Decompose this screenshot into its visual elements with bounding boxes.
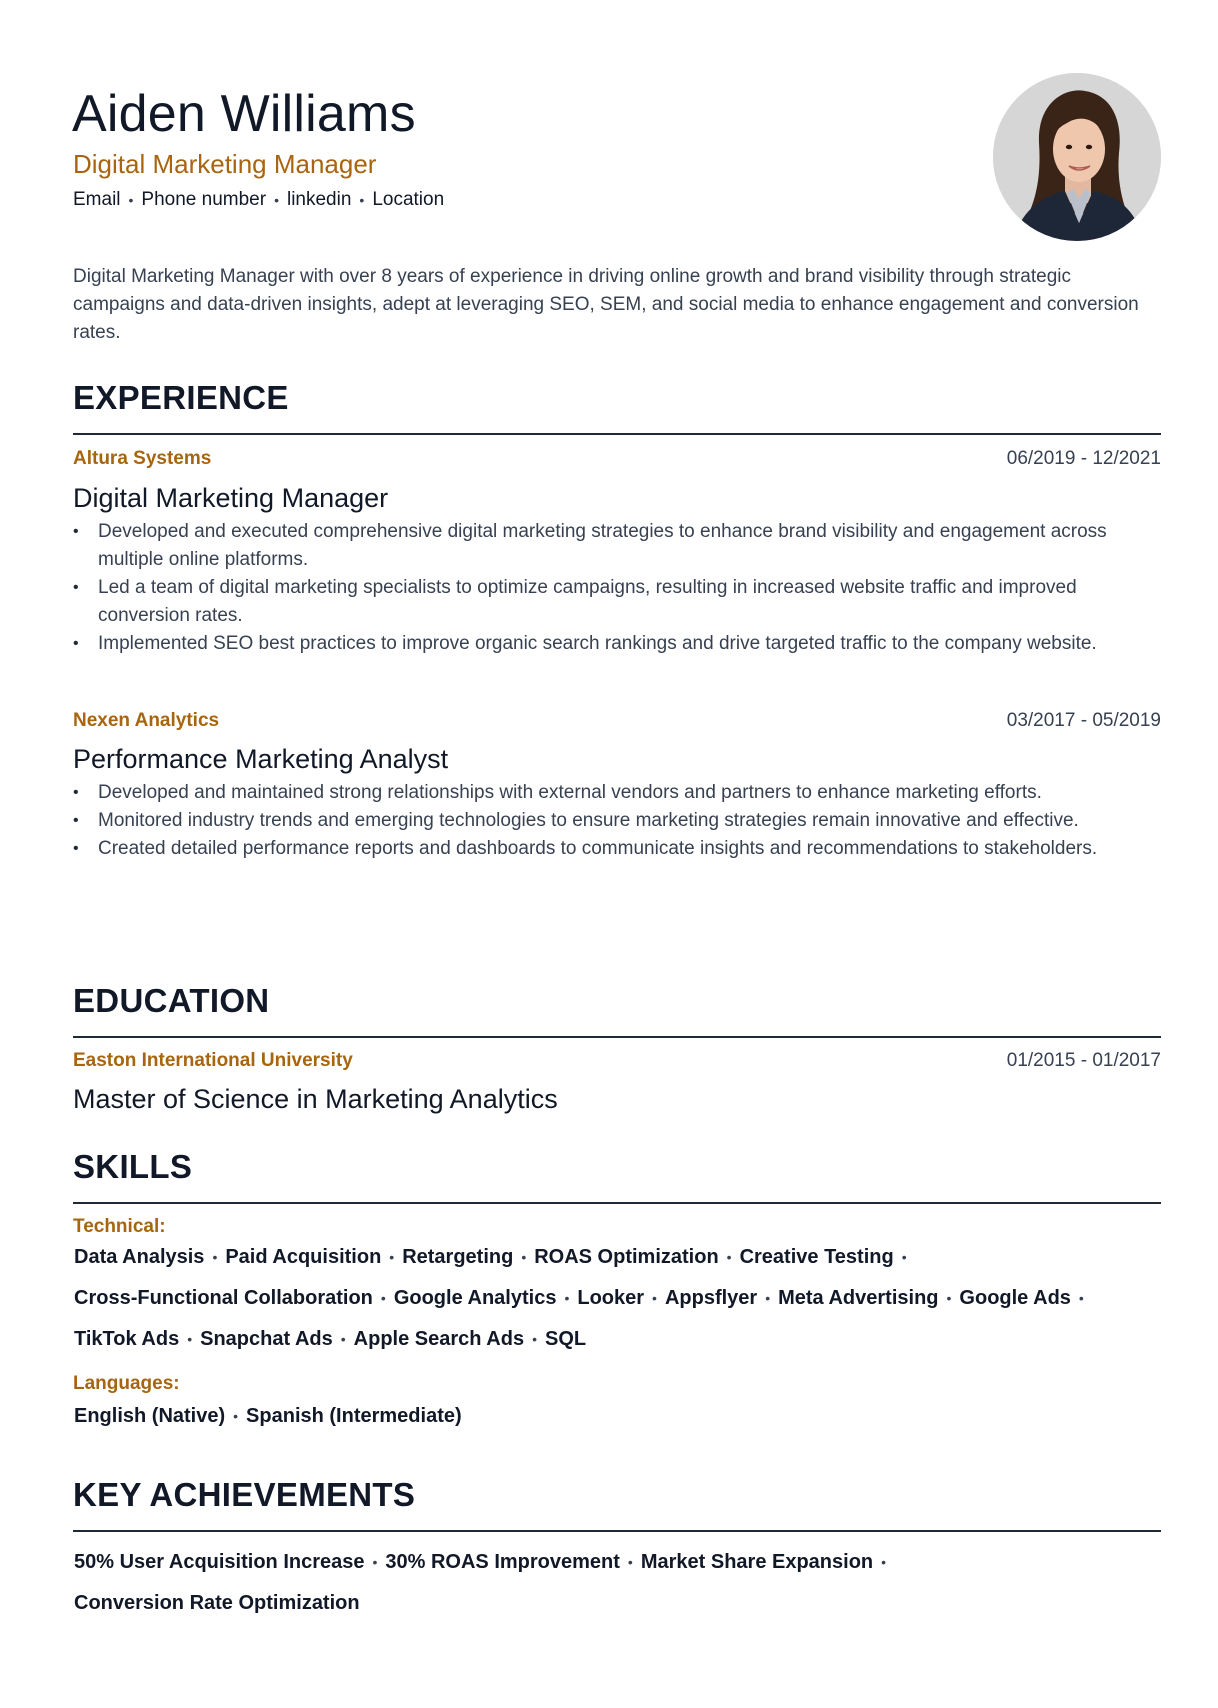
- separator-dot: •: [128, 192, 134, 208]
- section-divider: [73, 1202, 1161, 1204]
- language-tag-label: English (Native): [74, 1405, 226, 1427]
- skill-tag-label: Google Analytics: [393, 1287, 557, 1309]
- achievement-tag-label: Market Share Expansion: [640, 1551, 874, 1573]
- section-title-education: EDUCATION: [73, 982, 270, 1019]
- job-title: Digital Marketing Manager: [73, 483, 389, 513]
- separator-dot: •: [532, 1331, 537, 1347]
- skill-tag: [402, 1245, 534, 1270]
- skill-tag-label: Google Ads: [959, 1287, 1071, 1309]
- skill-tag: [778, 1286, 959, 1311]
- separator-dot: •: [274, 192, 279, 208]
- separator-dot: •: [380, 1290, 386, 1306]
- professional-summary: Digital Marketing Manager with over 8 years of experience in driving online growth and brand visibility through strategic campaigns and data-driven insights, adept at leveraging SEO, SEM, and social media to enhance engagement and conversion rates.: [73, 266, 1139, 343]
- languages-label: Languages:: [73, 1373, 180, 1394]
- skill-tag: [74, 1327, 200, 1352]
- section-title-achievements: KEY ACHIEVEMENTS: [73, 1476, 416, 1513]
- skill-tag-label: Cross-Functional Collaboration: [74, 1287, 373, 1309]
- achievement-tag-label: 30% ROAS Improvement: [385, 1551, 620, 1573]
- separator-dot: •: [389, 1249, 395, 1265]
- skill-tag-label: Snapchat Ads: [200, 1328, 333, 1350]
- job-title: Performance Marketing Analyst: [73, 744, 449, 774]
- skill-tag: [959, 1286, 1091, 1311]
- achievement-tag: [385, 1550, 640, 1575]
- profile-photo: [993, 73, 1161, 241]
- job-bullet: • Developed and executed comprehensive digital marketing strategies to enhance brand visibility and engagement across multiple online platforms.: [73, 518, 1153, 574]
- achievement-tag: [74, 1550, 385, 1575]
- separator-dot: •: [359, 192, 365, 208]
- job-bullet: • Implemented SEO best practices to improve organic search rankings and drive targeted traffic to the company website.: [73, 630, 1153, 658]
- job-bullet: • Created detailed performance reports and dashboards to communicate insights and recommendations to stakeholders.: [73, 835, 1153, 863]
- contact-line: [73, 188, 444, 212]
- separator-dot: •: [946, 1290, 952, 1306]
- separator-dot: •: [212, 1249, 218, 1265]
- contact-phone[interactable]: Phone number: [141, 189, 267, 210]
- company-name: Altura Systems: [73, 448, 212, 469]
- achievement-tag: [641, 1550, 894, 1575]
- separator-dot: •: [901, 1249, 907, 1265]
- skill-tag: [545, 1327, 586, 1352]
- skill-tag: [665, 1286, 778, 1311]
- language-tag: [246, 1404, 462, 1429]
- technical-skills-list: [74, 1245, 1164, 1352]
- contact-email[interactable]: Email: [73, 189, 121, 210]
- section-divider: [73, 1036, 1161, 1038]
- achievements-list: [74, 1550, 1074, 1616]
- achievement-tag: [74, 1591, 360, 1616]
- separator-dot: •: [627, 1554, 633, 1570]
- skill-tag-label: SQL: [544, 1328, 587, 1350]
- separator-dot: •: [1078, 1290, 1084, 1306]
- education-dates: 01/2015 - 01/2017: [1006, 1050, 1161, 1071]
- section-title-skills: SKILLS: [73, 1148, 193, 1185]
- skill-tag: [740, 1245, 915, 1270]
- job-bullet: • Monitored industry trends and emerging technologies to ensure marketing strategies remain innovative and effective.: [73, 807, 1153, 835]
- separator-dot: •: [564, 1290, 570, 1306]
- skill-tag: [74, 1286, 394, 1311]
- language-tag-label: Spanish (Intermediate): [246, 1405, 462, 1427]
- job-dates: 06/2019 - 12/2021: [1006, 448, 1161, 469]
- separator-dot: •: [340, 1331, 346, 1347]
- achievement-tag-label: Conversion Rate Optimization: [74, 1592, 360, 1614]
- candidate-role: Digital Marketing Manager: [73, 149, 377, 179]
- skill-tag-label: Retargeting: [402, 1246, 514, 1268]
- skill-tag-label: ROAS Optimization: [534, 1246, 719, 1268]
- contact-linkedin[interactable]: linkedin: [286, 189, 352, 210]
- section-title-experience: EXPERIENCE: [73, 379, 289, 416]
- skill-tag: [74, 1245, 225, 1270]
- separator-dot: •: [187, 1331, 193, 1347]
- section-divider: [73, 433, 1161, 435]
- separator-dot: •: [521, 1249, 527, 1265]
- language-tag: [74, 1404, 246, 1429]
- skill-tag: [225, 1245, 402, 1270]
- technical-skills-label: Technical:: [73, 1216, 166, 1237]
- skill-tag-label: Creative Testing: [739, 1246, 894, 1268]
- school-name: Easton International University: [73, 1050, 353, 1071]
- job-bullet: • Led a team of digital marketing specialists to optimize campaigns, resulting in increased website traffic and improved conversion rates.: [73, 574, 1153, 630]
- separator-dot: •: [765, 1290, 771, 1306]
- profile-photo-icon: [993, 73, 1161, 241]
- section-divider: [73, 1530, 1161, 1532]
- languages-list: [74, 1404, 1164, 1429]
- job-bullet-list: [73, 518, 1153, 658]
- degree-title: Master of Science in Marketing Analytics: [73, 1084, 558, 1114]
- skill-tag-label: TikTok Ads: [74, 1328, 180, 1350]
- separator-dot: •: [726, 1249, 732, 1265]
- skill-tag: [354, 1327, 545, 1352]
- separator-dot: •: [372, 1554, 378, 1570]
- skill-tag-label: Looker: [577, 1287, 645, 1309]
- skill-tag-label: Apple Search Ads: [353, 1328, 525, 1350]
- contact-location: Location: [372, 189, 445, 210]
- job-bullet: • Developed and maintained strong relationships with external vendors and partners to enhance marketing efforts.: [73, 779, 1153, 807]
- skill-tag-label: Data Analysis: [74, 1246, 205, 1268]
- candidate-name: Aiden Williams: [72, 85, 416, 143]
- company-name: Nexen Analytics: [73, 710, 220, 731]
- skill-tag-label: Meta Advertising: [778, 1287, 939, 1309]
- skill-tag: [577, 1286, 665, 1311]
- skill-tag-label: Paid Acquisition: [225, 1246, 382, 1268]
- job-bullet-list: [73, 779, 1153, 863]
- skill-tag: [394, 1286, 578, 1311]
- skill-tag-label: Appsflyer: [664, 1287, 758, 1309]
- separator-dot: •: [881, 1554, 887, 1570]
- achievement-tag-label: 50% User Acquisition Increase: [74, 1551, 365, 1573]
- separator-dot: •: [652, 1290, 657, 1306]
- separator-dot: •: [233, 1408, 239, 1424]
- skill-tag: [534, 1245, 739, 1270]
- job-dates: 03/2017 - 05/2019: [1006, 710, 1161, 731]
- skill-tag: [200, 1327, 354, 1352]
